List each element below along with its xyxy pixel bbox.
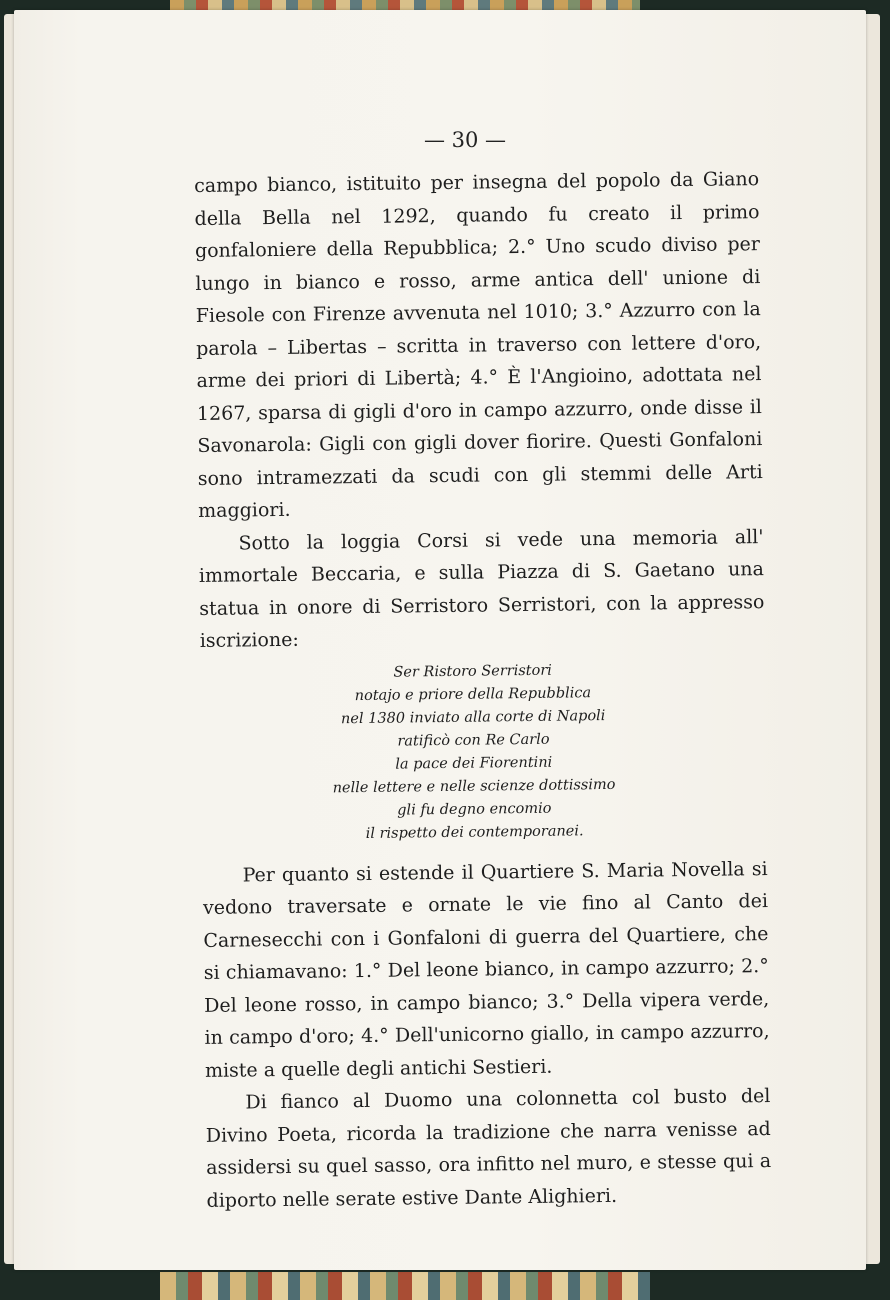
inscription-line: la pace dei Fiorentini xyxy=(395,754,553,773)
inscription xyxy=(200,657,767,848)
marbled-endpaper-bottom xyxy=(160,1272,650,1300)
inscription-line: notajo e priore della Repubblica xyxy=(354,684,592,704)
inscription-line: il rispetto dei contemporanei. xyxy=(365,822,584,842)
paragraph: Sotto la loggia Corsi si vede una memoria all' immortale Beccaria, e sulla Piazza di S. Gaetano una statua in onore di Serristoro Serristori, con la appresso iscrizione: xyxy=(198,525,765,652)
page-body xyxy=(194,163,772,1217)
page-number: — 30 — xyxy=(423,128,507,152)
inscription-line: gli fu degno encomio xyxy=(397,800,552,819)
inscription-line: nel 1380 inviato alla corte di Napoli xyxy=(340,707,606,727)
inscription-line: ratificò con Re Carlo xyxy=(397,731,550,750)
inscription-line: Ser Ristoro Serristori xyxy=(393,662,552,681)
paragraph: campo bianco, istituito per insegna del popolo da Giano della Bella nel 1292, quando fu creato il primo gonfaloniere della Repubblica; 2.° Uno scudo diviso per lungo in bianco e rosso, arme antica dell' unione di Fiesole con Firenze avvenuta nel 1010; 3.° Azzurro con la parola – Libertas – scritta in traverso con lettere d'oro, arme dei priori di Libertà; 4.° È l'Angioino, adottata nel 1267, sparsa di gigli d'oro in campo azzurro, onde disse il Savonarola: Gigli con gigli dover fiorire. Questi Gonfaloni sono intramezzati da scudi con gli stemmi delle Arti maggiori. xyxy=(194,168,763,522)
inscription-line: nelle lettere e nelle scienze dottissimo xyxy=(332,776,616,796)
paragraph: Per quanto si estende il Quartiere S. Maria Novella si vedono traversate e ornate le vie fino al Canto dei Carnesecchi con i Gonfaloni di guerra del Quartiere, che si chiamavano: 1.° Del leone bianco, in campo azzurro; 2.° Del leone rosso, in campo bianco; 3.° Della vipera verde, in campo d'oro; 4.° Dell'unicorno giallo, in campo azzurro, miste a quelle degli antichi Sestieri. xyxy=(202,857,770,1082)
paragraph: Di fianco al Duomo una colonnetta col busto del Divino Poeta, ricorda la tradizione che narra venisse ad assidersi su quel sasso, ora infitto nel muro, e stesse qui a diporto nelle serate estive Dante Alighieri. xyxy=(205,1085,772,1212)
